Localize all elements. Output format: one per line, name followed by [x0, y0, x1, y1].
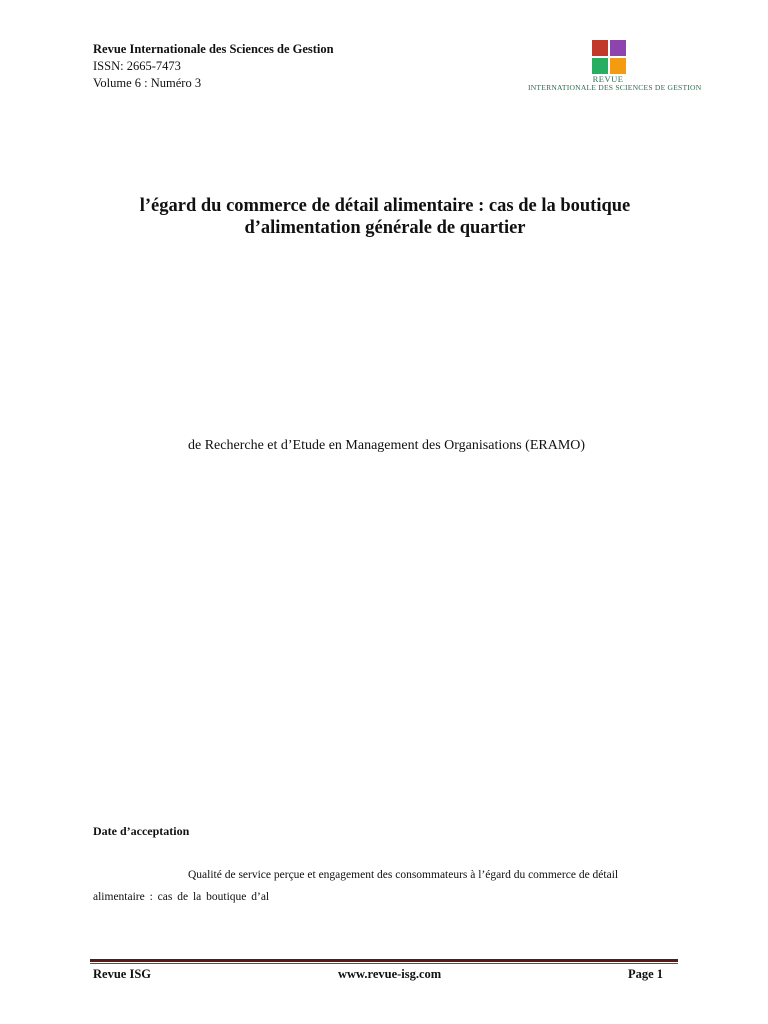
volume-number: Volume 6 : Numéro 3	[93, 76, 202, 90]
footer-rule-thin	[90, 963, 678, 964]
journal-name: Revue Internationale des Sciences de Gestion	[93, 42, 334, 56]
issn: ISSN: 2665-7473	[93, 59, 181, 73]
author-affiliation: de Recherche et d’Etude en Management des Organisations (ERAMO)	[188, 438, 586, 453]
abstract-line-2: alimentaire : cas de la boutique d’al	[93, 891, 270, 903]
logo-puzzle-icon	[592, 40, 626, 74]
logo-word: REVUE	[592, 74, 624, 84]
footer-rule	[90, 959, 678, 962]
title-line-2: d’alimentation générale de quartier	[244, 218, 526, 238]
abstract-line-1: Qualité de service perçue et engagement des consommateurs à l’égard du commerce de détail	[188, 869, 619, 881]
footer-journal: Revue ISG	[93, 967, 151, 981]
title-line-1: l’égard du commerce de détail alimentaire : cas de la boutique	[139, 196, 631, 216]
footer-website-link[interactable]: www.revue-isg.com	[338, 967, 442, 981]
paper-title	[60, 195, 710, 239]
abstract-text	[93, 864, 675, 908]
journal-logo	[528, 40, 702, 94]
logo-subtitle: INTERNATIONALE DES SCIENCES DE GESTION	[528, 83, 702, 92]
page-number: Page 1	[628, 967, 664, 981]
acceptance-date-label: Date d’acceptation	[93, 824, 190, 838]
